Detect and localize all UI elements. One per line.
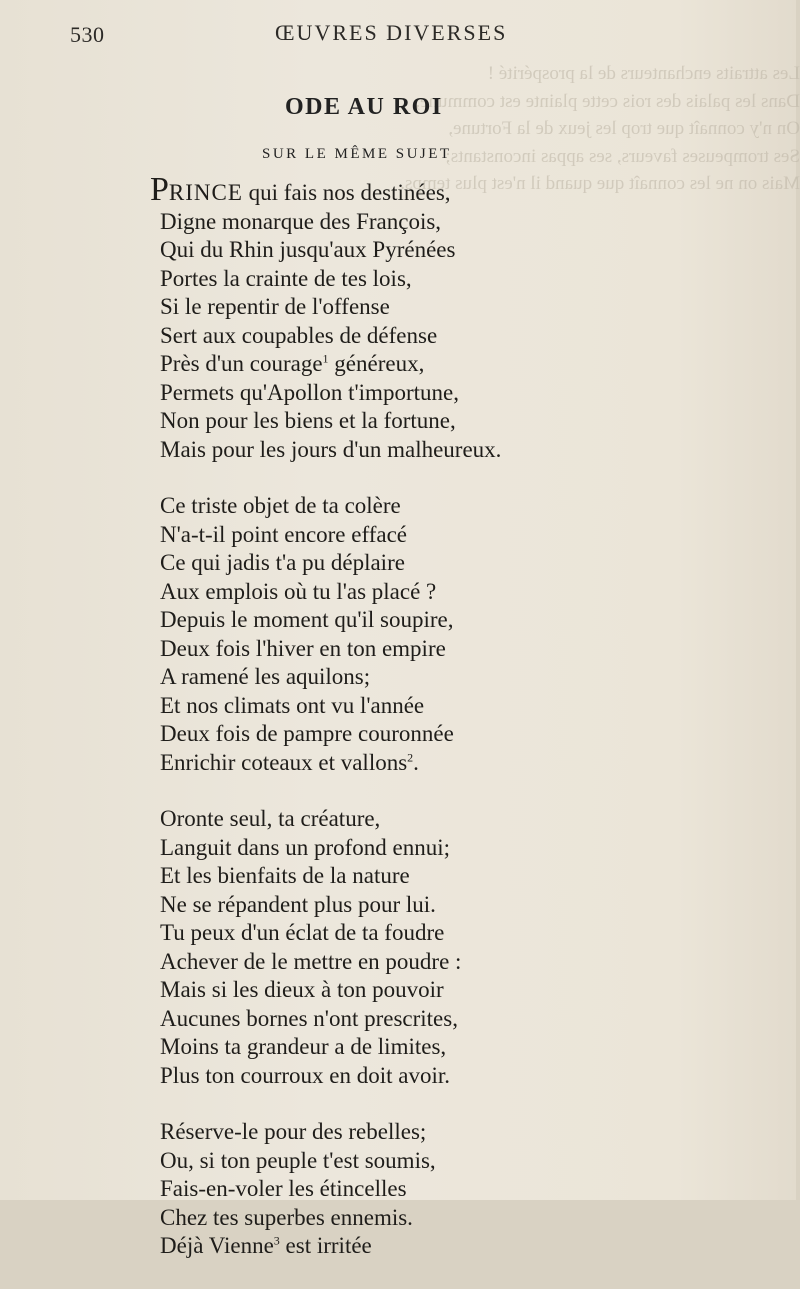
poem-line: Languit dans un profond ennui; — [160, 834, 451, 860]
stanza-4 — [150, 1118, 570, 1261]
poem-line: Mais si les dieux à ton pouvoir — [160, 977, 444, 1002]
poem-line: Qui du Rhin jusqu'aux Pyrénées — [160, 237, 456, 262]
line-text: Enrichir coteaux et vallons — [160, 749, 408, 775]
page-number: 530 — [70, 22, 105, 47]
poem-line: Portes la crainte de tes lois, — [160, 265, 412, 291]
poem-line: Permets qu'Apollon t'importune, — [160, 379, 459, 405]
poem-line: Ou, si ton peuple t'est soumis, — [160, 1147, 436, 1173]
line-text: . — [413, 749, 419, 775]
poem-line: Tu peux d'un éclat de ta foudre — [160, 920, 445, 945]
line-text: est irritée — [279, 1233, 372, 1258]
poem-line: Si le repentir de l'offense — [160, 294, 390, 319]
poem-line — [150, 350, 570, 379]
poem-line: Digne monarque des François, — [160, 208, 442, 234]
footnote-marker: 2 — [407, 749, 414, 764]
poem-line — [150, 1232, 570, 1261]
poem-line: Et nos climats ont vu l'année — [160, 692, 425, 718]
poem-line: Plus ton courroux en doit avoir. — [160, 1062, 451, 1088]
poem-line: Ce qui jadis t'a pu déplaire — [160, 550, 405, 575]
poem-line: Depuis le moment qu'il soupire, — [160, 607, 454, 632]
stanza-1 — [150, 171, 570, 464]
line-text: Déjà Vienne — [160, 1233, 274, 1258]
footnote-marker: 3 — [273, 1233, 280, 1248]
poem-line: Aucunes bornes n'ont prescrites, — [160, 1005, 458, 1031]
poem-line: Fais-en-voler les étincelles — [160, 1176, 407, 1201]
drop-cap: P — [150, 171, 169, 208]
poem-line: Oronte seul, ta créature, — [160, 806, 381, 831]
poem-line: Deux fois l'hiver en ton empire — [160, 635, 446, 661]
poem-line: Sert aux coupables de défense — [160, 322, 438, 348]
running-head: ŒUVRES DIVERSES — [275, 20, 508, 45]
poem-line: Ne se répandent plus pour lui. — [160, 891, 436, 917]
poem-line — [150, 171, 570, 208]
poem-line: N'a-t-il point encore effacé — [160, 521, 408, 547]
poem-subtitle: SUR LE MÊME SUJET — [262, 146, 452, 162]
poem-line: Ce triste objet de ta colère — [160, 493, 401, 518]
poem-line — [150, 749, 570, 778]
poem-line: Non pour les biens et la fortune, — [160, 408, 456, 433]
poem-line: Chez tes superbes ennemis. — [160, 1204, 413, 1230]
stanza-3 — [150, 805, 570, 1090]
footnote-marker: 1 — [322, 351, 329, 366]
poem-body — [150, 171, 570, 1289]
poem-line: Réserve-le pour des rebelles; — [160, 1119, 427, 1144]
poem-line: A ramené les aquilons; — [160, 664, 371, 689]
poem-line: Et les bienfaits de la nature — [160, 863, 410, 888]
stanza-2 — [150, 492, 570, 777]
poem-line: Mais pour les jours d'un malheureux. — [160, 436, 502, 462]
poem-line: Aux emplois où tu l'as placé ? — [160, 578, 437, 604]
facing-page-bleed-through: Les attraits enchanteurs de la prospérité ! Dans les palais des rois cette plainte est commune, On n'y connaît que trop les jeux de la Fortune, Ses trompeuses faveurs, ses appas inconstants; Mais on ne les connaît que quand il n'est plus temps. — [400, 63, 800, 194]
line-text: qui fais nos destinées, — [242, 180, 451, 205]
line-text: Près d'un courage — [160, 351, 323, 376]
opening-small-caps: RINCE — [168, 180, 243, 205]
poem-line: Moins ta grandeur a de limites, — [160, 1034, 447, 1059]
poem-title: ODE AU ROI — [285, 94, 443, 120]
poem-line: Achever de le mettre en poudre : — [160, 948, 462, 974]
line-text: généreux, — [328, 351, 425, 376]
poem-line: Deux fois de pampre couronnée — [160, 721, 454, 746]
